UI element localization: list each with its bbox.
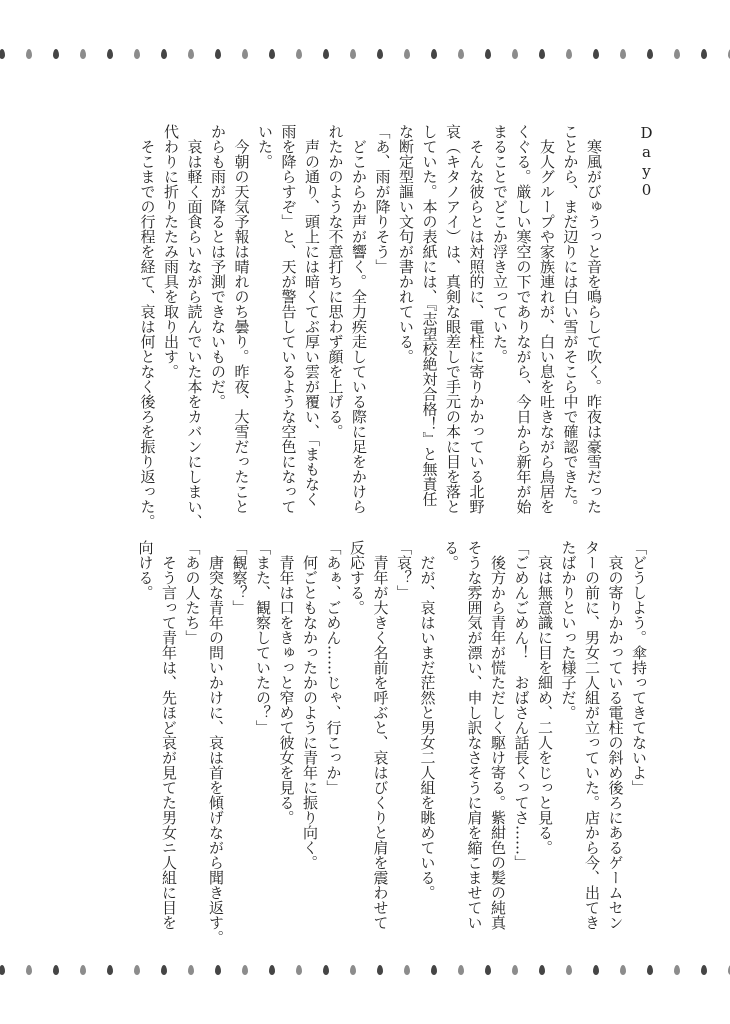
teardrop-dot-icon bbox=[674, 965, 680, 975]
text-block-bottom bbox=[133, 540, 650, 945]
teardrop-dot-icon bbox=[161, 965, 167, 975]
text-block-top bbox=[135, 124, 605, 529]
text-line: していた。本の表紙には、『志望校絶対合格！』と無責任 bbox=[420, 124, 439, 507]
decorative-dot-border-bottom bbox=[0, 965, 730, 977]
teardrop-dot-icon bbox=[566, 49, 572, 59]
teardrop-dot-icon bbox=[0, 965, 5, 975]
teardrop-dot-icon bbox=[674, 49, 680, 59]
text-line: 唐突な青年の問いかけに、哀は首を傾げながら聞き返す。 bbox=[207, 540, 225, 945]
text-line: そこまでの行程を経て、哀は何となく後ろを振り返った。 bbox=[138, 124, 157, 529]
teardrop-dot-icon bbox=[188, 965, 194, 975]
text-line: 哀は無意識に目を細め、二人をじっと見る。 bbox=[536, 540, 554, 855]
text-line: 何ごともなかったかのように青年に振り向く。 bbox=[301, 540, 319, 870]
teardrop-dot-icon bbox=[215, 965, 221, 975]
teardrop-dot-icon bbox=[350, 49, 356, 59]
text-line: 「あ、雨が降りそう」 bbox=[373, 124, 392, 274]
teardrop-dot-icon bbox=[593, 965, 599, 975]
teardrop-dot-icon bbox=[323, 49, 329, 59]
teardrop-dot-icon bbox=[134, 49, 140, 59]
text-line: そんな彼らとは対照的に、電柱に寄りかかっている北野 bbox=[467, 124, 486, 514]
text-line: そう言って青年は、先ほど哀が見てた男女ニ人組に目を bbox=[160, 540, 178, 930]
teardrop-dot-icon bbox=[620, 49, 626, 59]
text-line: 「どうしよう。傘持ってきてないよ」 bbox=[630, 540, 648, 795]
decorative-dot-border-top bbox=[0, 49, 730, 61]
teardrop-dot-icon bbox=[377, 965, 383, 975]
text-line: 「あの人たち」 bbox=[183, 540, 202, 645]
text-line: どこからか声が響く。全力疾走している際に足をかけら bbox=[350, 124, 368, 514]
teardrop-dot-icon bbox=[107, 49, 113, 59]
teardrop-dot-icon bbox=[458, 49, 464, 59]
teardrop-dot-icon bbox=[377, 49, 383, 59]
text-line: 青年が大きく名前を呼ぶと、哀はびくりと肩を震わせて bbox=[371, 540, 390, 930]
teardrop-dot-icon bbox=[539, 965, 545, 975]
teardrop-dot-icon bbox=[701, 49, 707, 59]
teardrop-dot-icon bbox=[431, 49, 437, 59]
text-line: 友人グループや家族連れが、白い息を吐きながら鳥居を bbox=[538, 124, 556, 514]
teardrop-dot-icon bbox=[53, 49, 59, 59]
text-line: ターの前に、男女二人組が立っていた。店から今、出てき bbox=[583, 540, 601, 930]
teardrop-dot-icon bbox=[404, 965, 410, 975]
teardrop-dot-icon bbox=[404, 49, 410, 59]
text-line: 後方から青年が慌ただしく駆け寄る。紫紺色の髪の純真 bbox=[489, 540, 507, 930]
teardrop-dot-icon bbox=[296, 965, 302, 975]
teardrop-dot-icon bbox=[242, 965, 248, 975]
text-line: 「観察？」 bbox=[230, 540, 249, 615]
text-line: だが、哀はいまだ茫然と男女二人組を眺めている。 bbox=[418, 540, 437, 900]
teardrop-dot-icon bbox=[647, 965, 653, 975]
teardrop-dot-icon bbox=[485, 965, 491, 975]
text-line: 「また、観察していたの？」 bbox=[254, 540, 272, 735]
teardrop-dot-icon bbox=[701, 965, 707, 975]
teardrop-dot-icon bbox=[80, 49, 86, 59]
teardrop-dot-icon bbox=[80, 965, 86, 975]
teardrop-dot-icon bbox=[242, 49, 248, 59]
text-line: 哀（キタノアイ）は、真剣な眼差しで手元の本に目を落と bbox=[444, 124, 462, 514]
teardrop-dot-icon bbox=[161, 49, 167, 59]
teardrop-dot-icon bbox=[593, 49, 599, 59]
text-line: 声の通り、頭上には暗くてぶ厚い雲が覆い、「まもなく bbox=[303, 124, 321, 507]
text-line: な断定型謳い文句が書かれている。 bbox=[397, 124, 415, 364]
text-line: 「ごめんごめん！ おばさん話長くってさ……」 bbox=[512, 540, 531, 870]
teardrop-dot-icon bbox=[512, 49, 518, 59]
teardrop-dot-icon bbox=[647, 49, 653, 59]
text-line: 青年は口をきゅっと窄めて彼女を見る。 bbox=[277, 540, 296, 825]
text-line: 哀の寄りかかっている電柱の斜め後ろにあるゲームセン bbox=[606, 540, 625, 930]
text-line: 向ける。 bbox=[136, 540, 155, 600]
text-line: 「哀？」 bbox=[395, 540, 413, 600]
text-line: 反応する。 bbox=[348, 540, 366, 615]
teardrop-dot-icon bbox=[53, 965, 59, 975]
text-line: 雨を降らすぞ」と、天が警告しているような空色になって bbox=[279, 124, 298, 514]
text-line: くぐる。厳しい寒空の下でありながら、今日から新年が始 bbox=[514, 124, 533, 514]
teardrop-dot-icon bbox=[323, 965, 329, 975]
teardrop-dot-icon bbox=[566, 965, 572, 975]
teardrop-dot-icon bbox=[269, 49, 275, 59]
text-line: 哀は軽く面食らいながら読んでいた本をカバンにしまい、 bbox=[185, 124, 204, 529]
teardrop-dot-icon bbox=[296, 49, 302, 59]
teardrop-dot-icon bbox=[350, 965, 356, 975]
text-line: まることでどこか浮き立っていた。 bbox=[491, 124, 509, 364]
teardrop-dot-icon bbox=[431, 965, 437, 975]
text-line: る。 bbox=[442, 540, 460, 570]
teardrop-dot-icon bbox=[26, 49, 32, 59]
teardrop-dot-icon bbox=[458, 965, 464, 975]
teardrop-dot-icon bbox=[512, 965, 518, 975]
teardrop-dot-icon bbox=[215, 49, 221, 59]
text-line: からも雨が降るとは予測できないものだ。 bbox=[209, 124, 227, 409]
teardrop-dot-icon bbox=[485, 49, 491, 59]
chapter-heading: Day0 bbox=[637, 124, 656, 200]
teardrop-dot-icon bbox=[0, 49, 5, 59]
teardrop-dot-icon bbox=[188, 49, 194, 59]
teardrop-dot-icon bbox=[269, 965, 275, 975]
teardrop-dot-icon bbox=[620, 965, 626, 975]
text-line: 代わりに折りたたみ雨具を取り出す。 bbox=[162, 124, 180, 379]
text-line: 今朝の天気予報は晴れのち曇り。昨夜、大雪だったこと bbox=[232, 124, 251, 514]
text-line: いた。 bbox=[256, 124, 274, 169]
text-line: そうな雰囲気が漂い、申し訳なさそうに肩を縮こませてい bbox=[465, 540, 484, 930]
teardrop-dot-icon bbox=[107, 965, 113, 975]
text-line: たばかりといった様子だ。 bbox=[559, 540, 578, 720]
text-line: 「あぁ、ごめん……じゃ、行こっか」 bbox=[324, 540, 343, 795]
text-line: れたかのような不意打ちに思わず顔を上げる。 bbox=[326, 124, 345, 439]
teardrop-dot-icon bbox=[26, 965, 32, 975]
teardrop-dot-icon bbox=[134, 965, 140, 975]
text-line: 寒風がびゅうっと音を鳴らして吹く。昨夜は豪雪だった bbox=[585, 124, 603, 514]
teardrop-dot-icon bbox=[539, 49, 545, 59]
text-line: ことから、まだ辺りには白い雪がそこら中で確認できた。 bbox=[561, 124, 580, 514]
